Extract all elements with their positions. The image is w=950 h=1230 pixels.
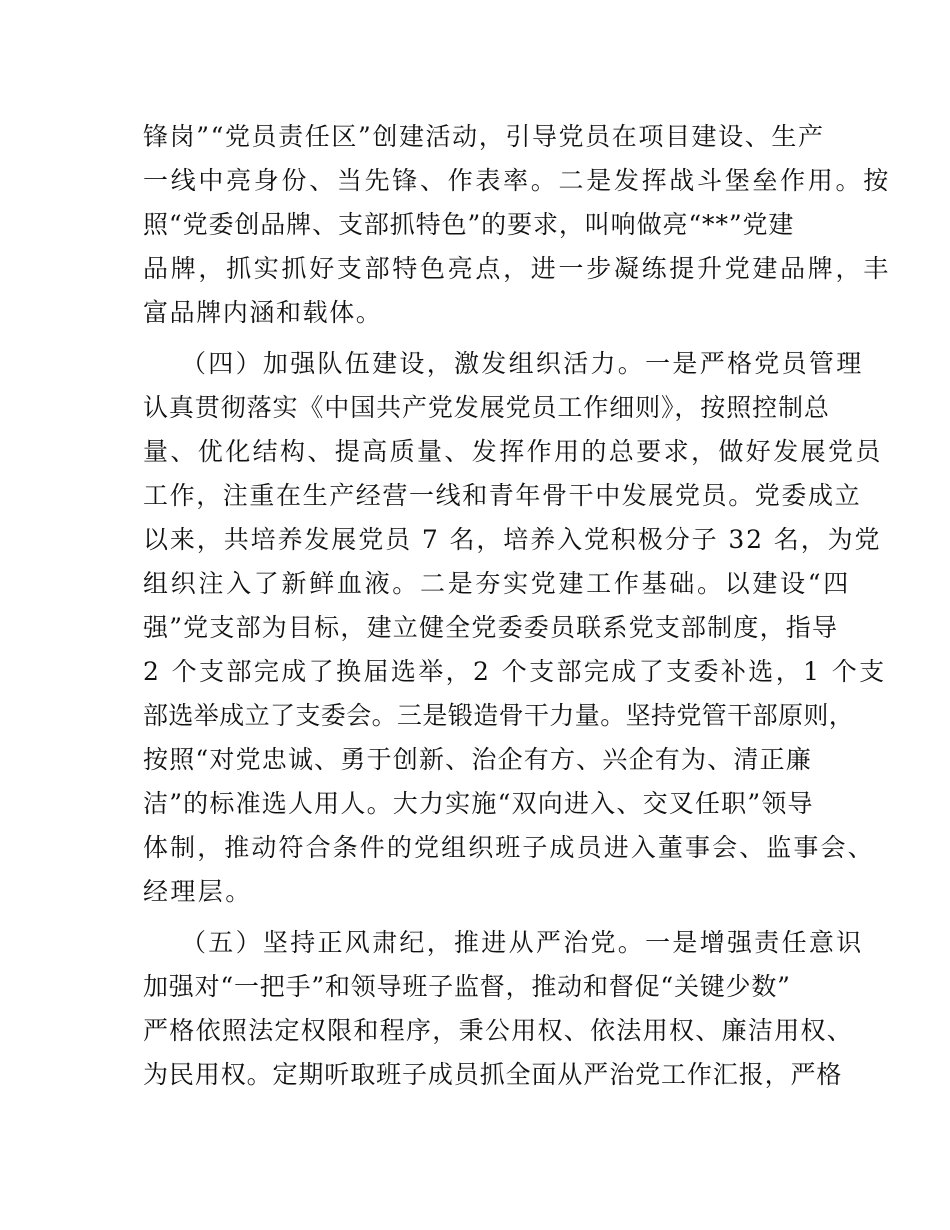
text-line: 一线中亮身份、当先锋、作表率。二是发挥战斗堡垒作用。按 [143,166,891,195]
text-line: 部选举成立了支委会。三是锻造骨干力量。坚持党管干部原则， [143,701,855,730]
text-line: 品牌，抓实抓好支部特色亮点，进一步凝练提升党建品牌，丰 [143,254,891,283]
text-line: 锋岗”“党员责任区”创建活动，引导党员在项目建设、生产 [143,122,825,151]
text-line: 工作，注重在生产经营一线和青年骨干中发展党员。党委成立 [143,481,862,510]
text-line: 洁”的标准选人用人。大力实施“双向进入、交叉任职”领导 [143,789,814,818]
text-line: 严格依照法定权限和程序，秉公用权、依法用权、廉洁用权、 [143,1016,854,1045]
text-line: 强”党支部为目标，建立健全党委委员联系党支部制度，指导 [143,613,839,642]
text-line: 量、优化结构、提高质量、发挥作用的总要求，做好发展党员 [143,437,883,466]
text-line: 按照“对党忠诚、勇于创新、治企有方、兴企有为、清正廉 [143,745,812,774]
text-line: （四）加强队伍建设，激发组织活力。一是严格党员管理 [181,349,864,378]
text-line: 以来，共培养发展党员 7 名，培养入党积极分子 32 名，为党 [143,525,882,554]
text-line: 为民用权。定期听取班子成员抓全面从严治党工作汇报，严格 [143,1060,843,1089]
text-line: 富品牌内涵和载体。 [143,298,383,327]
text-line: 组织注入了新鲜血液。二是夯实党建工作基础。以建设“四 [143,569,851,598]
text-line: （五）坚持正风肃纪，推进从严治党。一是增强责任意识 [181,928,864,957]
text-line: 体制，推动符合条件的党组织班子成员进入董事会、监事会、 [143,833,875,862]
text-line: 认真贯彻落实《中国共产党发展党员工作细则》，按照控制总 [143,393,830,422]
text-line: 照“党委创品牌、支部抓特色”的要求，叫响做亮“**”党建 [143,210,795,239]
text-line: 经理层。 [143,877,253,906]
text-line: 加强对“一把手”和领导班子监督，推动和督促“关键少数” [143,972,791,1001]
text-line: 2 个支部完成了换届选举，2 个支部完成了支委补选，1 个支 [143,657,887,686]
